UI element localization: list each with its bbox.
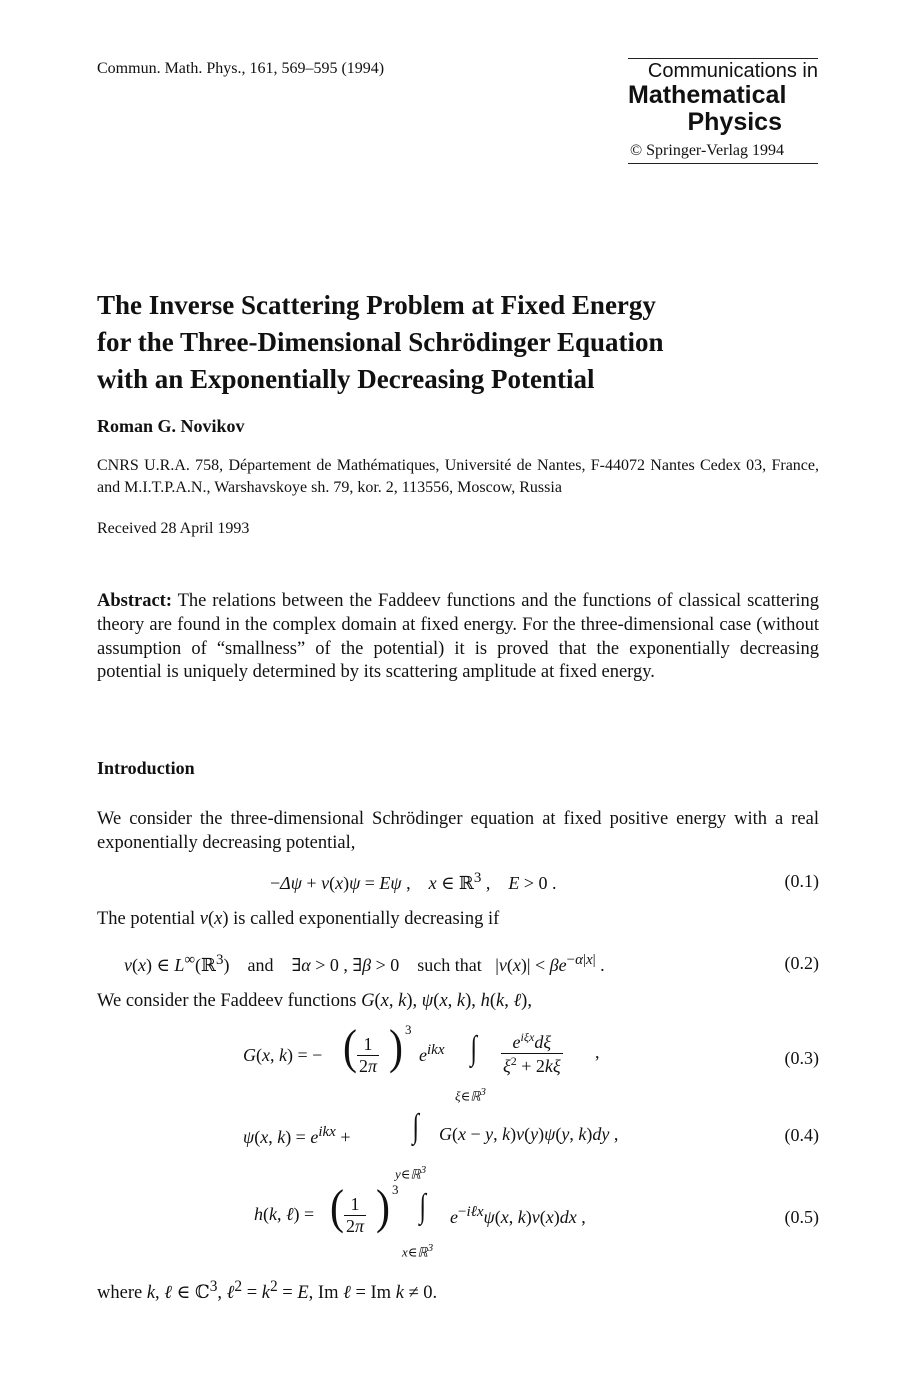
paper-title bbox=[97, 287, 817, 398]
received-date: Received 28 April 1993 bbox=[97, 520, 250, 537]
journal-citation: Commun. Math. Phys., 161, 569–595 (1994) bbox=[97, 60, 385, 77]
journal-name-line1: Communications in bbox=[647, 60, 818, 82]
equation-number: (0.2) bbox=[784, 953, 819, 973]
faddeev-text: We consider the Faddeev functions G(x, k), ψ(x, k), h(k, ℓ), bbox=[97, 991, 532, 1011]
abstract bbox=[97, 590, 819, 685]
journal-name-line3: Physics bbox=[687, 108, 782, 136]
copyright-notice: © Springer-Verlag 1994 bbox=[630, 142, 785, 159]
abstract-text: The relations between the Faddeev functions and the functions of classical scattering theory are found in the complex domain at fixed energy. For the three-dimensional case (without assumption of “smallness” of the potential) it is proved that the exponentially decreasing potential is uniquely determined by its scattering amplitude at fixed energy. bbox=[97, 591, 819, 683]
title-line: with an Exponentially Decreasing Potential bbox=[97, 364, 595, 394]
abstract-label: Abstract: bbox=[97, 591, 173, 611]
author-name: Roman G. Novikov bbox=[97, 416, 245, 436]
section-heading: Introduction bbox=[97, 758, 195, 778]
equation-0-2: v(x) ∈ L∞(ℝ$^3$) and ∃α > 0 , ∃β > 0 such that $|v(x)| < \beta e^{-\alpha|x|}$ . bbox=[124, 952, 605, 975]
equation-number: (0.5) bbox=[784, 1207, 819, 1227]
equation-number: (0.3) bbox=[784, 1048, 819, 1068]
equation-number: (0.1) bbox=[784, 871, 819, 891]
journal-name-line2: Mathematical bbox=[628, 81, 787, 109]
author-affiliation: CNRS U.R.A. 758, Département de Mathématiques, Université de Nantes, F-44072 Nantes Cedex 03, France, and M.I.T.P.A.N., Warshavskoye sh. 79, kor. 2, 113556, Moscow, Russia bbox=[97, 457, 819, 496]
where-clause: where k, ℓ ∈ ℂ$^3$, ℓ$^2$ = $k^2 = E$, Im ℓ = Im k ≠ 0. bbox=[97, 1278, 438, 1304]
intro-paragraph: We consider the three-dimensional Schrödinger equation at fixed positive energy with a real exponentially decreasing potential, bbox=[97, 809, 819, 853]
title-line: The Inverse Scattering Problem at Fixed Energy bbox=[97, 290, 656, 320]
equation-number: (0.4) bbox=[784, 1125, 819, 1145]
equation-0-1: −Δψ + v(x)ψ = Eψ , x ∈ ℝ$^3$ , E > 0 . bbox=[270, 870, 557, 893]
journal-brand bbox=[628, 58, 818, 164]
title-line: for the Three-Dimensional Schrödinger Equation bbox=[97, 327, 664, 357]
potential-definition-text: The potential v(x) is called exponentially decreasing if bbox=[97, 909, 500, 929]
